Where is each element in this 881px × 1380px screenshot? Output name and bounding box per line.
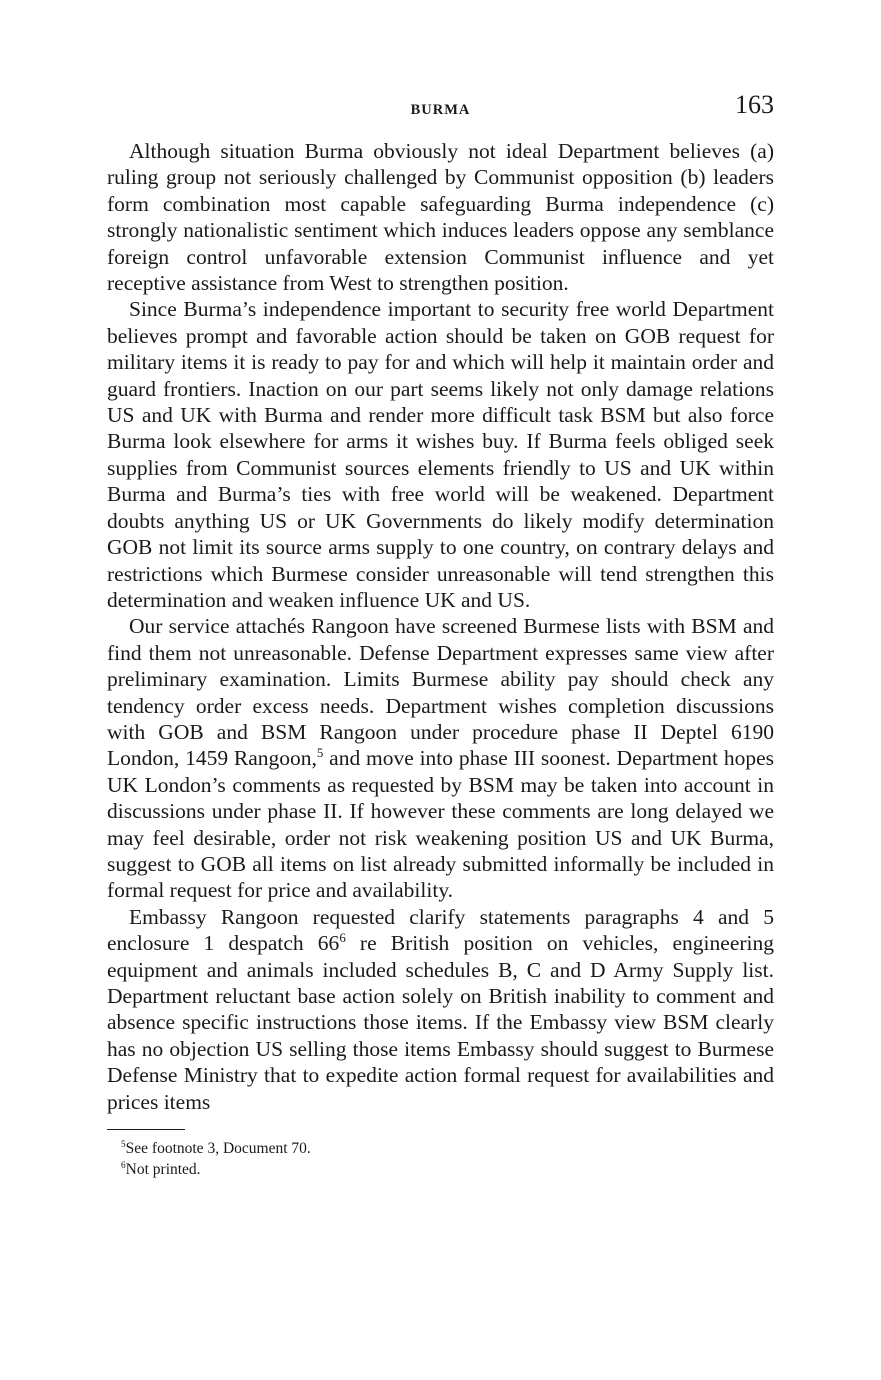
footnotes — [107, 1138, 774, 1180]
footnote-5 — [107, 1138, 774, 1159]
footnote-divider — [107, 1129, 185, 1130]
paragraph-2: Since Burma’s independence important to security free world Department believes prompt and favorable action should be taken on GOB request for military items it is ready to pay for and which will help it maintain order and guard frontiers. Inaction on our part seems likely not only damage relations US and UK with Burma and render more difficult task BSM but also force Burma look elsewhere for arms it wishes buy. If Burma feels obliged seek supplies from Communist sources elements friendly to US and UK within Burma and Burma’s ties with free world will be weakened. Department doubts anything US or UK Governments do likely modify determination GOB not limit its source arms supply to one country, on contrary delays and restrictions which Burmese consider unreasonable will tend strengthen this determination and weaken influence UK and US. — [107, 297, 774, 612]
footnote-marker-5: 5 — [121, 1139, 126, 1150]
footnote-marker-6: 6 — [121, 1160, 126, 1171]
footnote-6-text: Not printed. — [125, 1161, 201, 1179]
paragraph-4-text-b: re British position on vehicles, engineering equipment and animals included schedules B, C and D Army Supply list. Department reluctant base action solely on British inability to comment and absence specific instructions those items. If the Embassy view BSM clearly has no objection US selling those items Embassy should suggest to Burmese Defense Ministry that to expedite action formal request for availabilities and prices items — [107, 931, 775, 1114]
paragraph-3-text-a: Our service attachés Rangoon have screened Burmese lists with BSM and find them not unreasonable. Defense Department expresses same view after preliminary examination. Limits Burmese ability pay should check any tendency order excess needs. Department wishes completion discussions with GOB and BSM Rangoon under procedure phase II Deptel 6190 London, 1459 Rangoon, — [107, 614, 774, 771]
paragraph-4-text-a: Embassy Rangoon requested clarify statements paragraphs 4 and 5 enclosure 1 despatch 66 — [107, 904, 774, 956]
paragraph-3-text-b: and move into phase III soonest. Department hopes UK London’s comments as requested by BSM may be taken into account in discussions under phase II. If however these comments are long delayed we may feel desirable, order not risk weakening position US and UK Burma, suggest to GOB all items on list already submitted informally be included in formal request for price and availability. — [107, 746, 774, 903]
footnote-6 — [107, 1159, 774, 1180]
body-text — [107, 138, 774, 1115]
footnote-ref-5: 5 — [316, 746, 324, 761]
paragraph-4 — [107, 904, 774, 1115]
paragraph-1: Although situation Burma obviously not ideal Department believes (a) ruling group not seriously challenged by Communist opposition (b) leaders form combination most capable safeguarding Burma independence (c) strongly nationalistic sentiment which induces leaders oppose any semblance foreign control unfavorable extension Communist influence and yet receptive assistance from West to strengthen position. — [107, 139, 774, 296]
paragraph-3 — [107, 613, 774, 903]
footnote-ref-6: 6 — [339, 931, 346, 946]
running-head: BURMA — [410, 102, 471, 118]
document-page — [107, 88, 774, 1180]
page-number: 163 — [735, 90, 774, 119]
page-header — [107, 88, 774, 124]
footnote-5-text: See footnote 3, Document 70. — [125, 1140, 311, 1158]
